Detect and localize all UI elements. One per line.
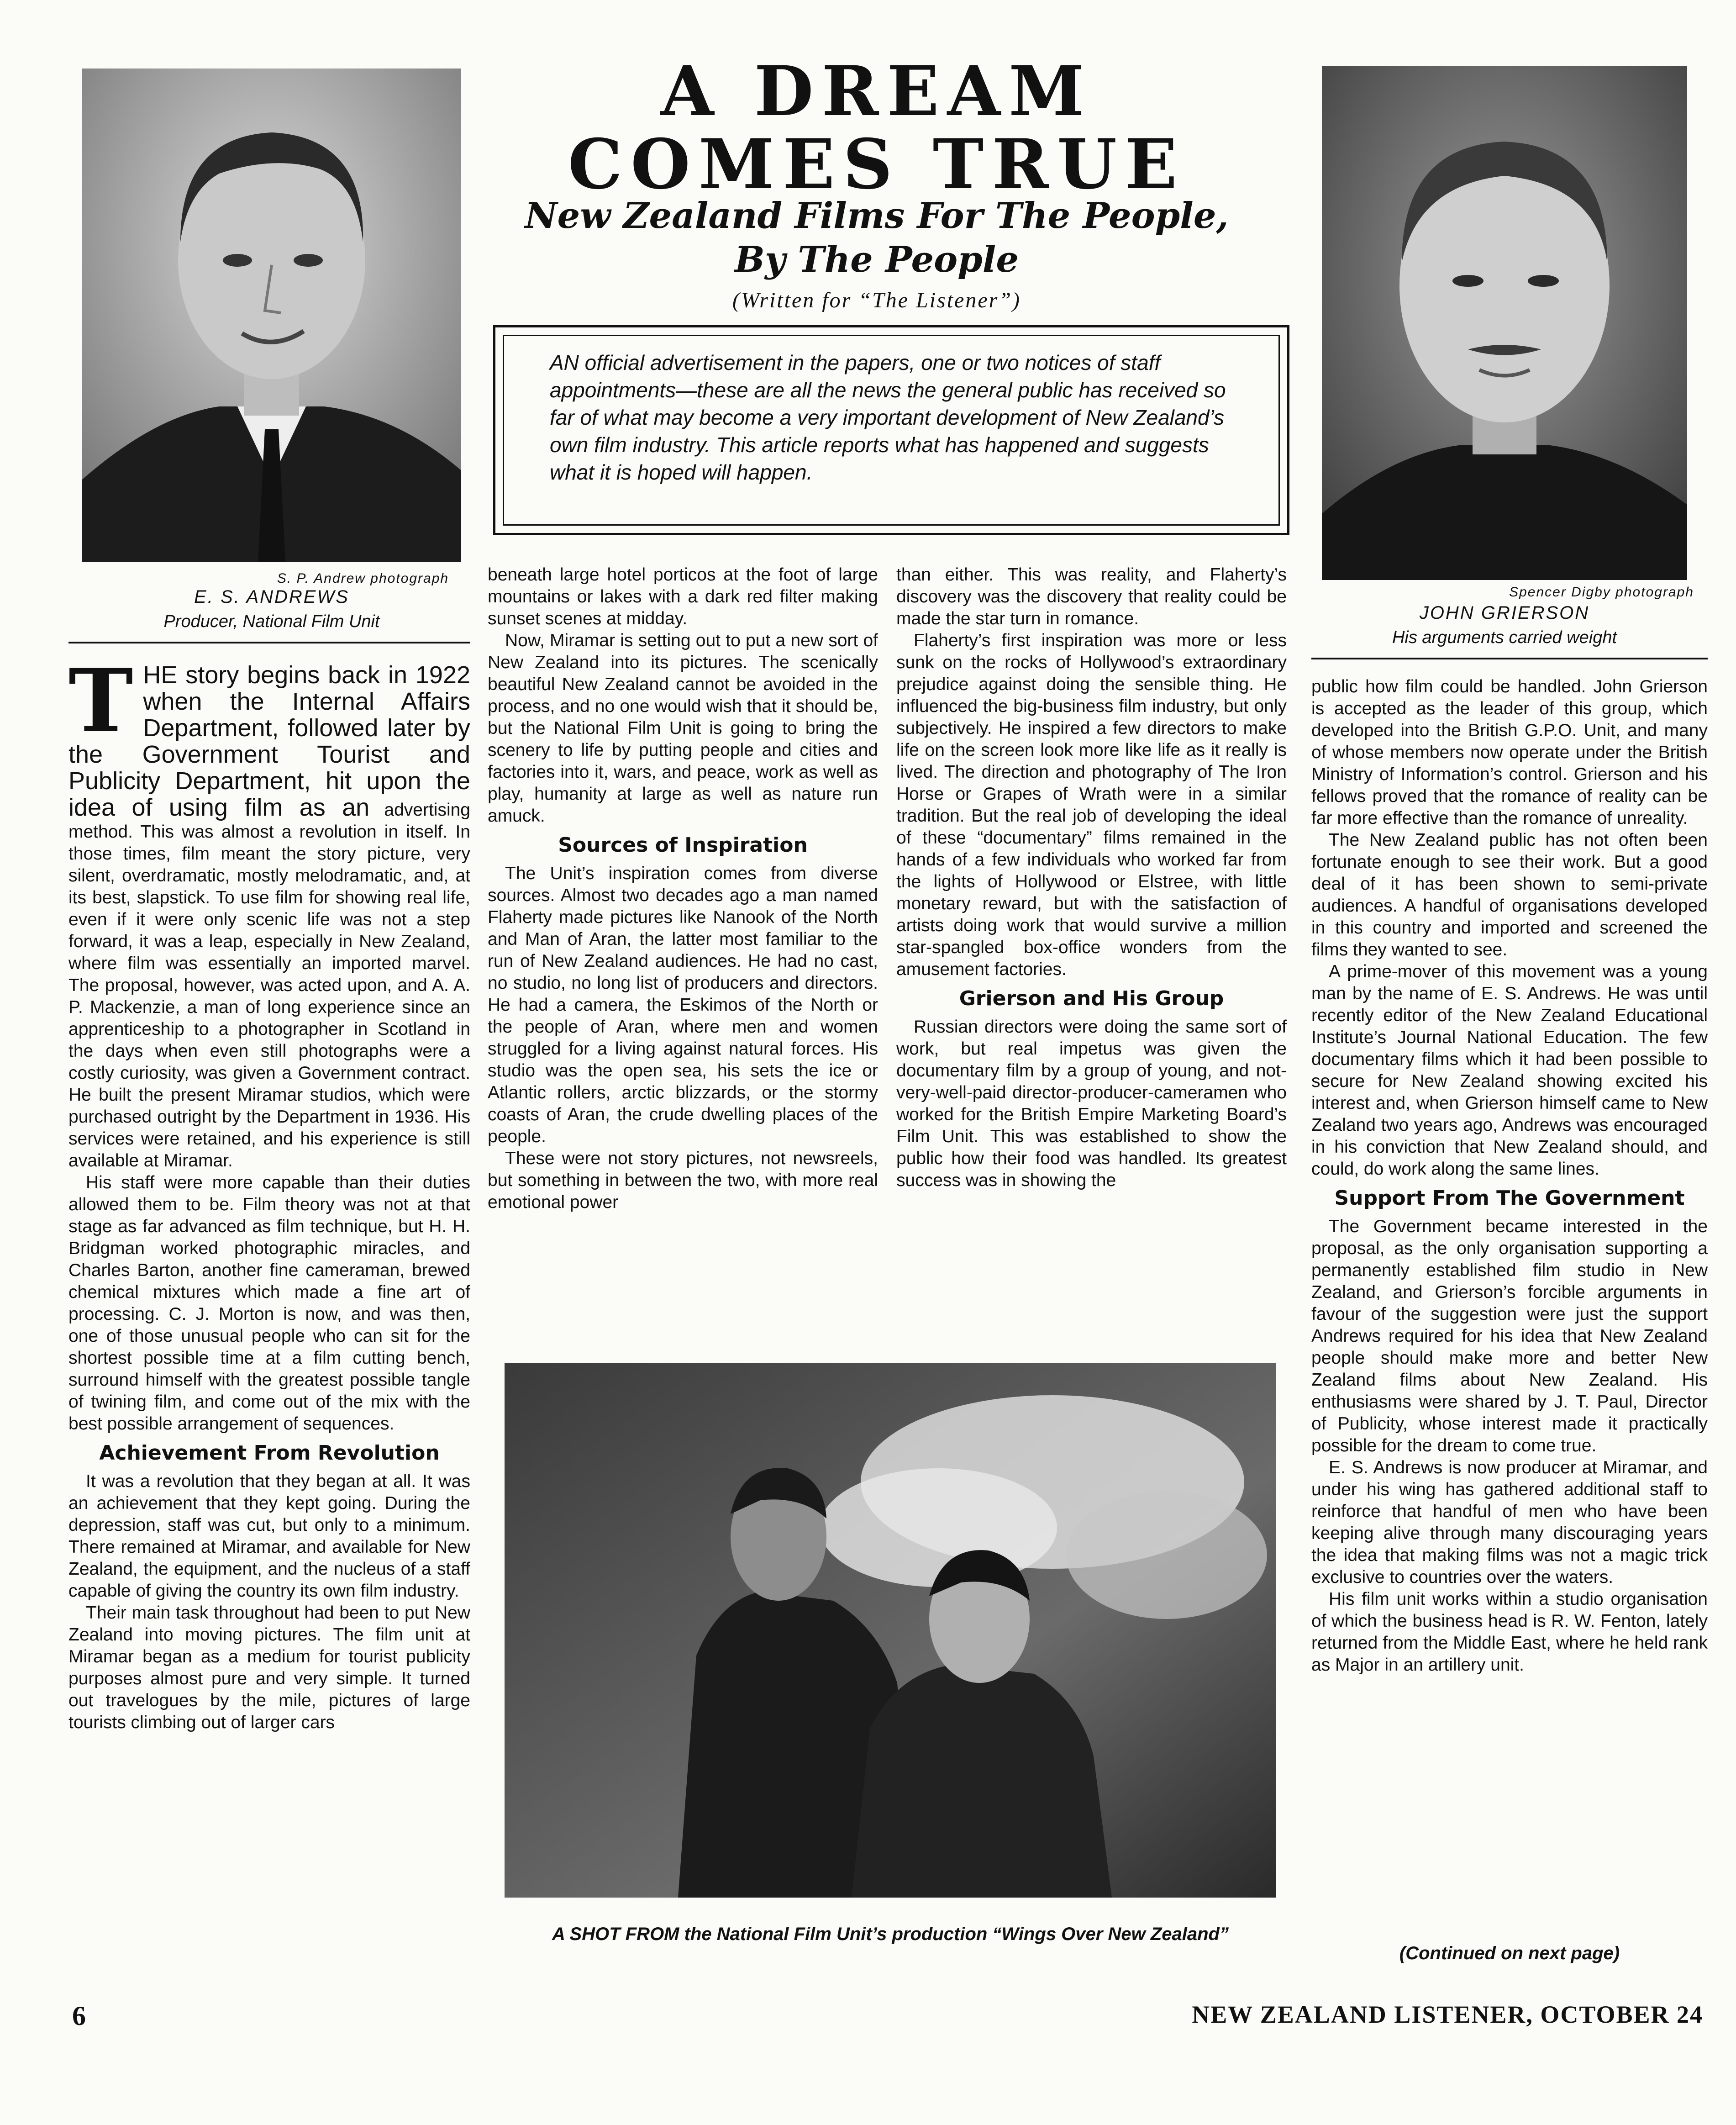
caption-divider [1311, 658, 1708, 659]
paragraph: Their main task throughout had been to put New Zealand into moving pictures. The film unit at Miramar began as a medium for tourist publicity purposes almost pure and very simple. It turned out travelogues by the mile, pictures of large tourists climbing out of larger cars [68, 1603, 470, 1732]
paragraph: Russian directors were doing the same sort of work, but real impetus was given the documentary film by a group of young, and not-very-well-paid director-producer-cameramen who worked for the British Empire Marketing Board’s Film Unit. This was established to show the public how their food was handled. Its greatest success was in showing the [896, 1017, 1287, 1190]
grierson-caption-name: JOHN GRIERSON [1419, 603, 1590, 623]
paragraph: beneath large hotel porticos at the foot of large mountains or lakes with a dark red filter making sunset scenes at midday. [488, 565, 878, 628]
andrews-caption-role: Producer, National Film Unit [163, 612, 380, 631]
andrews-photo-credit: S. P. Andrew photograph [277, 571, 449, 586]
paragraph: Now, Miramar is setting out to put a new sort of New Zealand into its pictures. The scenically beautiful New Zealand cannot be avoided in the process, and no one would wish that it should be, but the National Film Unit is going to bring the scenery to life by putting people and cities and factories into it, wars, and peace, work as well as play, humanity at large as well as nature run amuck. [488, 631, 878, 826]
drop-cap: T [68, 650, 133, 752]
article-column-3 [896, 564, 1287, 1192]
paragraph: Flaherty’s first inspiration was more or less sunk on the rocks of Hollywood’s extraordinary prejudice against doing the sensible thing. He influenced the big-business film industry, but only subjectively. He inspired a few directors to make life on the screen look more like life as it really is lived. The direction and photography of The Iron Horse or Grapes of Wrath were in a similar tradition. But the real job of developing the ideal of these “documentary” films remained in the hands of a few individuals who worked far from the lights of Hollywood or Elstree, with little monetary reward, but with the satisfaction of artists doing work that would survive a million star-spangled box-office wonders from the amusement factories. [896, 631, 1287, 979]
continued-note: (Continued on next page) [1399, 1943, 1620, 1963]
intro-text: AN official advertisement in the papers, one or two notices of staff appointments—these are all the news the general public has received so far of what may become a very important development of New Zealand’s own film industry. This article reports what has happened and suggests what it is hoped will happen. [503, 335, 1280, 526]
written-for-note: (Written for “The Listener”) [732, 288, 1021, 312]
grierson-photo-credit: Spencer Digby photograph [1509, 585, 1694, 600]
paragraph: His film unit works within a studio organisation of which the business head is R. W. Fenton, lately returned from the Middle East, where he held rank as Major in an artillery unit. [1311, 1589, 1708, 1675]
paragraph: It was a revolution that they began at all. It was an achievement that they kept going. During the depression, staff was cut, but only to a minimum. There remained at Miramar, and available for New Zealand, the equipment, and the nucleus of a staff capable of giving the country its own film industry. [68, 1471, 470, 1601]
paragraph: A prime-mover of this movement was a young man by the name of E. S. Andrews. He was until recently editor of the New Zealand Educational Institute’s Journal National Education. The few documentary films which it had been possible to secure for New Zealand showing excited his interest and, when Grierson himself came to New Zealand two years ago, Andrews was encouraged in his conviction that New Zealand should, and could, do work along the same lines. [1311, 962, 1708, 1179]
section-heading: Sources of Inspiration [558, 833, 808, 857]
article-column-4 [1311, 676, 1708, 1676]
section-heading: Support From The Government [1334, 1186, 1685, 1210]
paragraph: These were not story pictures, not newsreels, but something in between the two, with more real emotional power [488, 1149, 878, 1212]
section-heading: Achievement From Revolution [99, 1441, 440, 1465]
portrait-illustration [82, 69, 461, 562]
page-number: 6 [72, 2001, 86, 2031]
paragraph: The Government became interested in the proposal, as the only organisation supporting a permanently established film studio in New Zealand, and Grierson’s forcible arguments in favour of the suggestion were just the support Andrews required for his idea that New Zealand people should make more and better New Zealand films about New Zealand. His enthusiasms were shared by J. T. Paul, Director of Publicity, whose interest made it practically possible for the dream to come true. [1311, 1217, 1708, 1455]
paragraph: The Unit’s inspiration comes from diverse sources. Almost two decades ago a man named Flaherty made pictures like Nanook of the North and Man of Aran, the latter most familiar to the run of New Zealand audiences. He had no cast, no studio, no long list of producers and directors. He had a camera, the Eskimos of the North or the people of Aran, where men and women struggled for a living against natural forces. His studio was the open sea, his sets the ice or Atlantic rollers, arctic blizzards, or the stormy coasts of Aran, the crude dwelling places of the people. [488, 864, 878, 1146]
paragraph: The New Zealand public has not often been fortunate enough to see their work. But a good deal of it has been shown to semi-private audiences. A handful of organisations developed in this country and imported and screened the films they wanted to see. [1311, 830, 1708, 960]
article-column-1 [68, 650, 470, 1734]
headline: A DREAM COMES TRUE [568, 51, 1186, 205]
paragraph: than either. This was reality, and Flaherty’s discovery was the discovery that reality could be made the star turn in romance. [896, 565, 1287, 628]
section-heading: Grierson and His Group [959, 987, 1224, 1010]
article-column-2 [488, 564, 878, 1213]
paragraph: E. S. Andrews is now producer at Miramar, and under his wing has gathered additional staff to reinforce that handful of men who have been keeping alive through many discouraging years the idea that making films was not a magic trick exclusive to countries over the waters. [1311, 1458, 1708, 1587]
andrews-portrait-photo [82, 69, 461, 562]
film-still-photo [505, 1363, 1276, 1898]
paragraph: His staff were more capable than their duties allowed them to be. Film theory was not at that stage as far advanced as film technique, but H. H. Bridgman worked photographic miracles, and Charles Barton, another fine cameraman, brewed chemical mixtures which made a fine art of processing. C. J. Morton is now, and was then, one of those unusual people who can sit for the shortest possible time at a film cutting bench, surround himself with the greatest possible tangle of twining film, and come out of the mix with the best possible arrangement of sequences. [68, 1173, 470, 1434]
opening-paragraph: HE story begins back in 1922 when the Internal Affairs Department, followed later by the Government Tourist and Publicity Department, hit upon the idea of using film as an [68, 661, 470, 821]
caption-divider [68, 642, 470, 643]
paragraph: advertising method. This was almost a revolution in itself. In those times, film meant the story picture, very silent, overdramatic, mostly melodramatic, and, at its best, slapstick. To use film for showing real life, even if it were only scenic life was not a step forward, it was a leap, especially in New Zealand, where film was essentially an imported marvel. The proposal, however, was acted upon, and A. A. P. Mackenzie, a man of long experience since an apprenticeship to a photographer in Scotland in the days when even still photographs were a costly curiosity, was given a Government contract. He built the present Miramar studios, which were purchased outright by the Department in 1936. His services were retained, and his experience is still available at Miramar. [68, 800, 470, 1171]
grierson-caption-role: His arguments carried weight [1392, 628, 1617, 647]
grierson-portrait-photo [1322, 66, 1687, 580]
publication-footer: NEW ZEALAND LISTENER, OCTOBER 24 [1192, 2001, 1703, 2028]
andrews-caption-name: E. S. ANDREWS [194, 587, 349, 607]
film-still-illustration [505, 1363, 1276, 1898]
portrait-illustration [1322, 66, 1687, 580]
subheadline: New Zealand Films For The People, By The People [525, 195, 1229, 280]
film-still-caption: A SHOT FROM the National Film Unit’s production “Wings Over New Zealand” [552, 1924, 1229, 1944]
intro-box [493, 325, 1289, 535]
paragraph: public how film could be handled. John Grierson is accepted as the leader of this group, which developed into the British G.P.O. Unit, and many of whose members now operate under the British Ministry of Information’s control. Grierson and his fellows proved that the romance of reality can be far more effective than the romance of unreality. [1311, 677, 1708, 828]
